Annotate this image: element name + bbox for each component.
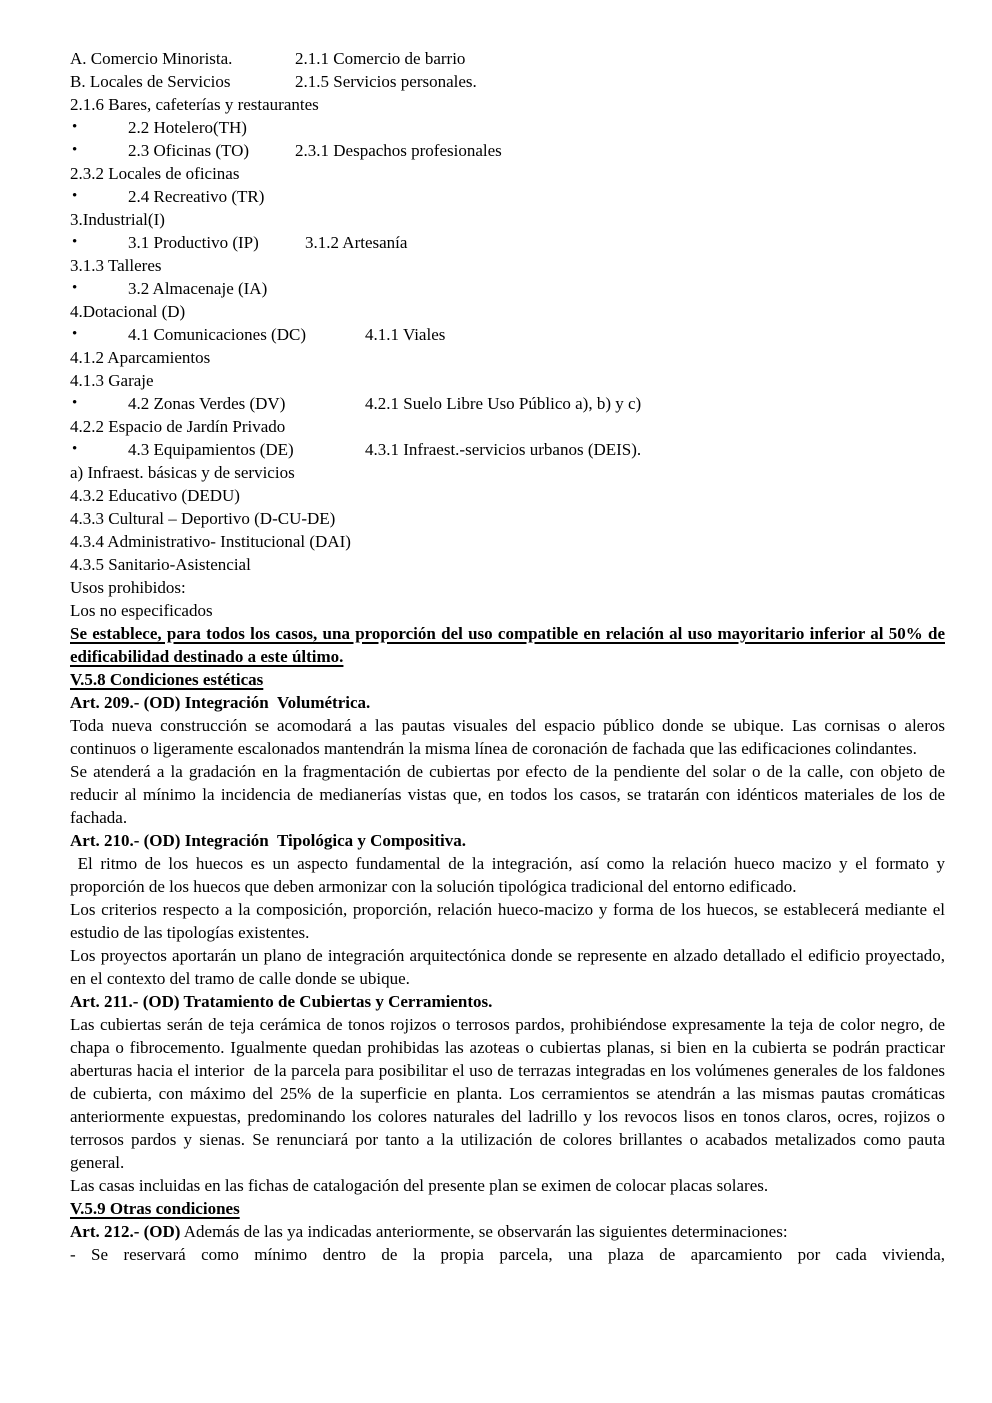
- article-212-intro: [70, 1220, 945, 1243]
- bullet-icon: •: [72, 326, 78, 342]
- bullet-icon: •: [72, 119, 78, 135]
- use-subitem-label: 4.1.1 Viales: [365, 325, 446, 344]
- article-210-paragraph: Los criterios respecto a la composición, proporción, relación hueco-macizo y forma de los huecos, se establecerá mediante el estudio de las tipologías existentes.: [70, 900, 945, 942]
- article-212-label: Art. 212.- (OD): [70, 1222, 181, 1241]
- use-list-row: [70, 530, 945, 553]
- compatibility-statement: Se establece, para todos los casos, una proporción del uso compatible en relación al uso mayoritario inferior al 50% de edificabilidad destinado a este último.: [70, 624, 945, 666]
- article-211-paragraph: Las casas incluidas en las fichas de catalogación del presente plan se eximen de colocar placas solares.: [70, 1176, 769, 1195]
- bullet-icon: •: [72, 188, 78, 204]
- use-item-label: a) Infraest. básicas y de servicios: [70, 463, 295, 482]
- use-list-row: [70, 277, 945, 300]
- use-list-row: [70, 576, 945, 599]
- article-209-title: Art. 209.- (OD) Integración Volumétrica.: [70, 693, 371, 712]
- use-subitem-label: 2.1.1 Comercio de barrio: [295, 49, 466, 68]
- use-item-label: B. Locales de Servicios: [70, 72, 231, 91]
- use-item-label: A. Comercio Minorista.: [70, 49, 233, 68]
- use-item-label: 4.3.4 Administrativo- Institucional (DAI): [70, 532, 351, 551]
- use-list-row: [70, 484, 945, 507]
- use-item-label: 2.4 Recreativo (TR): [128, 187, 265, 206]
- use-list-row: [70, 323, 945, 346]
- article-212-item: - Se reservará como mínimo dentro de la propia parcela, una plaza de aparcamiento por cada vivienda,: [70, 1245, 945, 1264]
- article-210-title: Art. 210.- (OD) Integración Tipológica y Compositiva.: [70, 831, 467, 850]
- use-list-row: [70, 139, 945, 162]
- use-item-label: 2.3.2 Locales de oficinas: [70, 164, 240, 183]
- use-list-row: [70, 599, 945, 622]
- bullet-icon: •: [72, 142, 78, 158]
- use-list-row: [70, 231, 945, 254]
- use-item-label: 4.Dotacional (D): [70, 302, 186, 321]
- use-item-label: 4.1.3 Garaje: [70, 371, 154, 390]
- use-item-label: 4.2 Zonas Verdes (DV): [128, 394, 286, 413]
- use-item-label: 4.1 Comunicaciones (DC): [128, 325, 306, 344]
- use-list-row: [70, 208, 945, 231]
- article-209-paragraph: Toda nueva construcción se acomodará a las pautas visuales del espacio público donde se ubique. Las cornisas o aleros continuos o ligeramente escalonados mantendrán la misma línea de coronación de fachada que las edificaciones colindantes.: [70, 716, 945, 758]
- use-list-row: [70, 507, 945, 530]
- use-item-label: 2.2 Hotelero(TH): [128, 118, 247, 137]
- use-list-row: [70, 392, 945, 415]
- use-item-label: Usos prohibidos:: [70, 578, 186, 597]
- use-item-label: 2.3 Oficinas (TO): [128, 141, 250, 160]
- use-item-label: 3.Industrial(I): [70, 210, 165, 229]
- use-list-row: [70, 346, 945, 369]
- use-item-label: 4.3.3 Cultural – Deportivo (D-CU-DE): [70, 509, 336, 528]
- use-list-row: [70, 461, 945, 484]
- use-item-label: 2.1.6 Bares, cafeterías y restaurantes: [70, 95, 319, 114]
- use-subitem-label: 2.1.5 Servicios personales.: [295, 72, 477, 91]
- bullet-icon: •: [72, 395, 78, 411]
- use-item-label: 4.3.2 Educativo (DEDU): [70, 486, 240, 505]
- article-212-text: Además de las ya indicadas anteriormente, se observarán las siguientes determinaciones:: [180, 1222, 788, 1241]
- article-210-paragraph: Los proyectos aportarán un plano de integración arquitectónica donde se represente en alzado detallado el edificio proyectado, en el contexto del tramo de calle donde se ubique.: [70, 946, 945, 988]
- use-list-row: [70, 70, 945, 93]
- use-item-label: 4.2.2 Espacio de Jardín Privado: [70, 417, 286, 436]
- bullet-icon: •: [72, 280, 78, 296]
- use-list-row: [70, 116, 945, 139]
- use-item-label: 4.1.2 Aparcamientos: [70, 348, 211, 367]
- article-211-paragraph: Las cubiertas serán de teja cerámica de tonos rojizos o terrosos pardos, prohibiéndose expresamente la teja de color negro, de chapa o fibrocemento. Igualmente quedan prohibidas las azoteas o cubiertas planas, si bien en la cubierta se podrán practicar aberturas hacia el interior de la parcela para posibilitar el uso de terrazas integradas en los volúmenes generales de los faldones de cubierta, con máximo del 25% de la superficie en planta. Los cerramientos se atendrán a las mismas pautas cromáticas anteriormente expuestas, predominando los colores naturales del ladrillo y los revocos lisos en tonos claros, ocres, rojizos o terrosos pardos y sienas. Se renunciará por tanto a la utilización de colores brillantes o acabados metalizados como pauta general.: [70, 1015, 945, 1172]
- bullet-icon: •: [72, 234, 78, 250]
- use-list-row: [70, 254, 945, 277]
- use-list-row: [70, 415, 945, 438]
- use-list-row: [70, 369, 945, 392]
- use-list-row: [70, 93, 945, 116]
- use-item-label: 3.1 Productivo (IP): [128, 233, 259, 252]
- use-list-row: [70, 185, 945, 208]
- use-list-row: [70, 553, 945, 576]
- use-list-row: [70, 438, 945, 461]
- section-heading-v59: V.5.9 Otras condiciones: [70, 1199, 240, 1218]
- article-209-paragraph: Se atenderá a la gradación en la fragmentación de cubiertas por efecto de la pendiente del solar o de la calle, con objeto de reducir al mínimo la incidencia de medianerías vistas que, en todos los casos, se tratarán con idénticos materiales de los de fachada.: [70, 762, 945, 827]
- article-211-title: Art. 211.- (OD) Tratamiento de Cubiertas y Cerramientos.: [70, 992, 493, 1011]
- use-item-label: 3.2 Almacenaje (IA): [128, 279, 268, 298]
- use-subitem-label: 2.3.1 Despachos profesionales: [295, 141, 502, 160]
- bullet-icon: •: [72, 441, 78, 457]
- use-item-label: 4.3.5 Sanitario-Asistencial: [70, 555, 251, 574]
- use-item-label: Los no especificados: [70, 601, 213, 620]
- article-210-paragraph: El ritmo de los huecos es un aspecto fundamental de la integración, así como la relación hueco macizo y el formato y proporción de los huecos que deben armonizar con la solución tipológica tradicional del entorno edificado.: [70, 854, 945, 896]
- use-subitem-label: 3.1.2 Artesanía: [305, 233, 408, 252]
- use-subitem-label: 4.2.1 Suelo Libre Uso Público a), b) y c): [365, 394, 642, 413]
- use-list-row: [70, 47, 945, 70]
- use-item-label: 3.1.3 Talleres: [70, 256, 162, 275]
- use-list-row: [70, 162, 945, 185]
- use-item-label: 4.3 Equipamientos (DE): [128, 440, 294, 459]
- use-subitem-label: 4.3.1 Infraest.-servicios urbanos (DEIS).: [365, 440, 642, 459]
- use-list-row: [70, 300, 945, 323]
- section-heading-v58: V.5.8 Condiciones estéticas: [70, 670, 264, 689]
